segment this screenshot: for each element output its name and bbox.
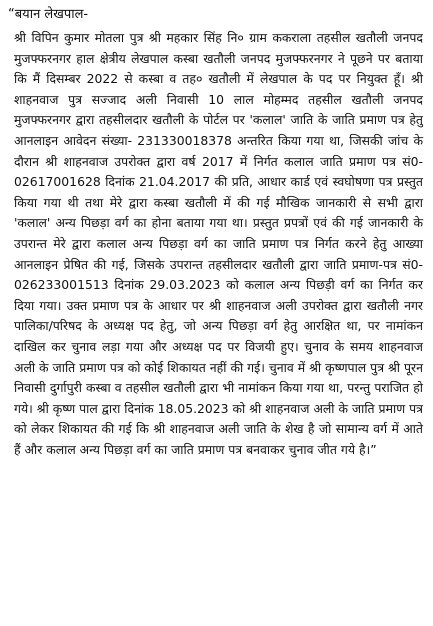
statement-heading: “बयान लेखपाल- xyxy=(8,7,89,22)
statement-paragraph: श्री विपिन कुमार मोतला पुत्र श्री महकार सिंह नि० ग्राम ककराला तहसील खतौली जनपद मुजफ्फरनगर हाल क्षेत्रीय लेखपाल कस्बा खतौली जनपद मुजफ्फरनगर ने पूछने पर बताया कि मैं दिसम्बर 2022 से कस्बा व तह० खतौली में लेखपाल के पद पर नियुक्त हूँ। श्री शाहनवाज पुत्र सज्जाद अली निवासी 10 लाल मोहम्मद तहसील खतौली जनपद मुजफ्फरनगर द्वारा तहसीलदार खतौली के पोर्टल पर 'कलाल' जाति के जाति प्रमाण पत्र हेतु आनलाइन आवेदन संख्या- 231330018378 अन्तरित किया गया था, जिसकी जांच के दौरान श्री शाहनवाज उपरोक्त द्वारा वर्ष 2017 में निर्गत कलाल जाति प्रमाण पत्र सं0-02617001628 दिनांक 21.04.2017 की प्रति, आधार कार्ड एवं स्वघोषणा पत्र प्रस्तुत किया गया थी तथा मेरे द्वारा कस्बा खतौली में की गई मौखिक जानकारी से सभी द्वारा 'कलाल' अन्य पिछड़ा वर्ग का होना बताया गया था। प्रस्तुत प्रपत्रों एवं की गई जानकारी के उपरान्त मेरे द्वारा कलाल अन्य पिछड़ा वर्ग का जाति प्रमाण पत्र निर्गत करने हेतु आख्या आनलाइन प्रेषित की गई, जिसके उपरान्त तहसीलदार खतौली द्वारा जाति प्रमाण-पत्र सं0- 026233001513 दिनांक 29.03.2023 को कलाल अन्य पिछड़ी वर्ग का निर्गत कर दिया गया। उक्त प्रमाण पत्र के आधार पर श्री शाहनवाज अली उपरोक्त द्वारा खतौली नगर पालिका/परिषद के अध्यक्ष पद हेतु, जो अन्य पिछड़ा वर्ग हेतु आरक्षित था, पर नामांकन दाखिल कर चुनाव लड़ा गया और अध्यक्ष पद पर विजयी हुए। चुनाव के समय शाहनवाज अली के जाति प्रमाण पत्र को कोई शिकायत नहीं की गई। चुनाव में श्री कृष्णपाल पुत्र श्री पूरन निवासी दुर्गापुरी कस्बा व तहसील खतौली द्वारा भी नामांकन किया गया था, परन्तु पराजित हो गये। श्री कृष्ण पाल द्वारा दिनांक 18.05.2023 को श्री शाहनवाज अली के जाति प्रमाण पत्र को लेकर शिकायत की गई कि श्री शाहनवाज अली जाति के शेख है जो सामान्य वर्ग में आते हैं और कलाल अन्य पिछड़ा वर्ग का जाति प्रमाण पत्र बनवाकर चुनाव जीत गये है।” xyxy=(14,30,423,457)
